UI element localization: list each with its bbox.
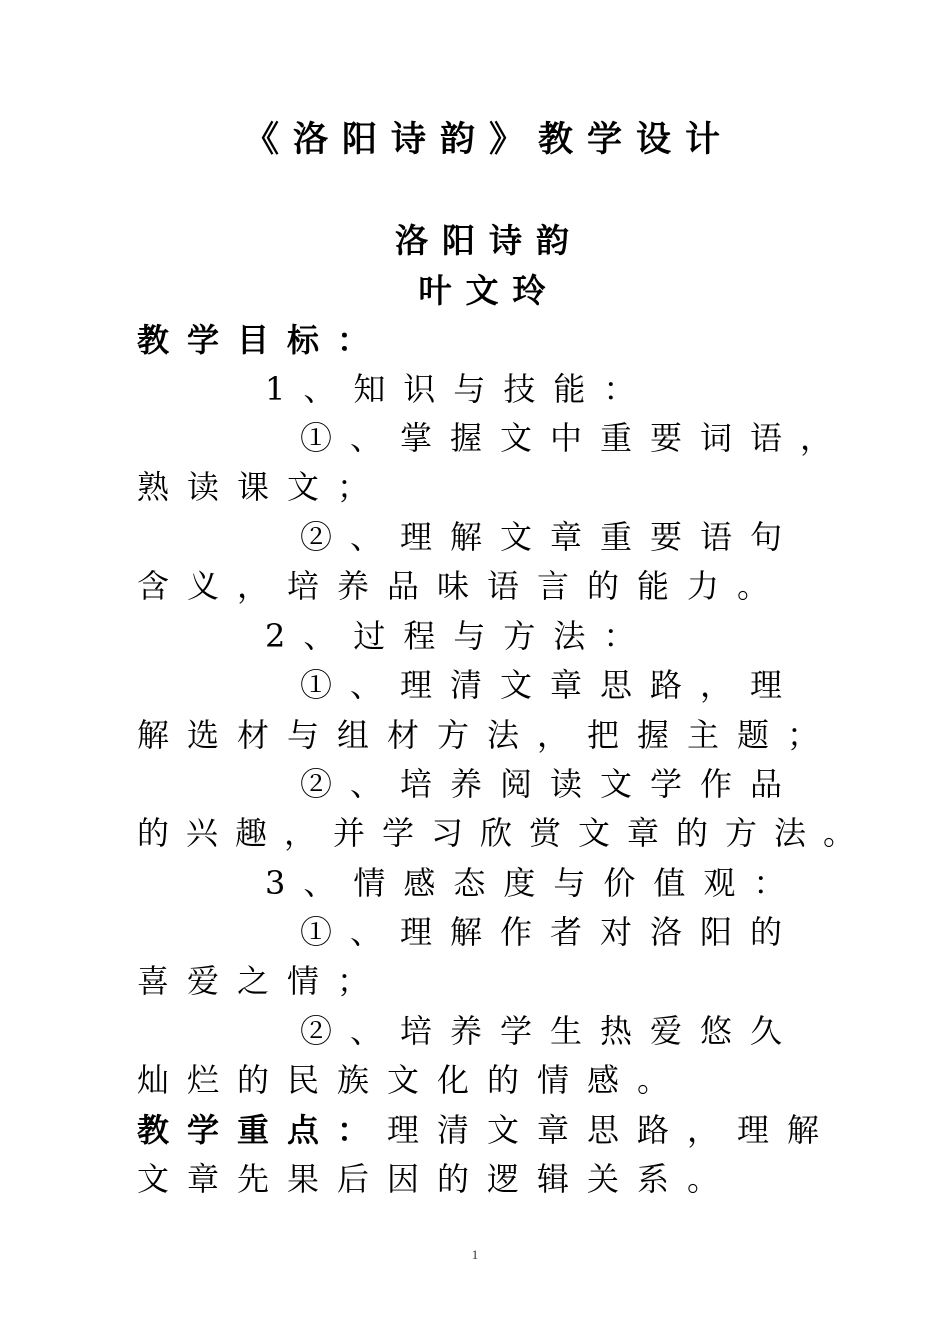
objective-item-line: ②、培养阅读文学作品	[300, 765, 801, 803]
section-heading-knowledge: 1、知识与技能：	[265, 370, 654, 408]
objective-item-line: ②、培养学生热爱悠久	[300, 1012, 801, 1050]
main-title: 《洛阳诗韵》教学设计	[243, 120, 734, 160]
objective-item-line: ①、掌握文中重要词语，	[300, 419, 851, 457]
page-number: 1	[471, 1247, 479, 1262]
objective-item-line: ②、理解文章重要语句	[300, 518, 801, 556]
article-title: 洛阳诗韵	[395, 221, 583, 260]
objective-item-line: ①、理清文章思路，理	[300, 666, 801, 704]
objective-item-line: ①、理解作者对洛阳的	[300, 913, 801, 951]
key-points-line-2: 文章先果后因的逻辑关系。	[137, 1160, 738, 1198]
key-points-line	[137, 1110, 837, 1150]
objective-item-line: 灿烂的民族文化的情感。	[137, 1061, 688, 1099]
objective-item-line: 解选材与组材方法，把握主题；	[137, 716, 838, 754]
author-name: 叶文玲	[418, 271, 560, 310]
objective-item-line: 的兴趣，并学习欣赏文章的方法。	[137, 814, 873, 852]
objectives-heading: 教学目标：	[137, 321, 388, 359]
objective-item-line: 熟读课文；	[137, 468, 388, 506]
objective-item-line: 喜爱之情；	[137, 962, 388, 1000]
objective-item-line: 含义，培养品味语言的能力。	[137, 567, 788, 605]
section-heading-process: 2、过程与方法：	[265, 617, 654, 655]
key-points-text: 理清文章思路，理解	[387, 1111, 838, 1149]
section-heading-values: 3、情感态度与价值观：	[265, 864, 804, 902]
key-points-label: 教学重点：	[137, 1111, 388, 1149]
